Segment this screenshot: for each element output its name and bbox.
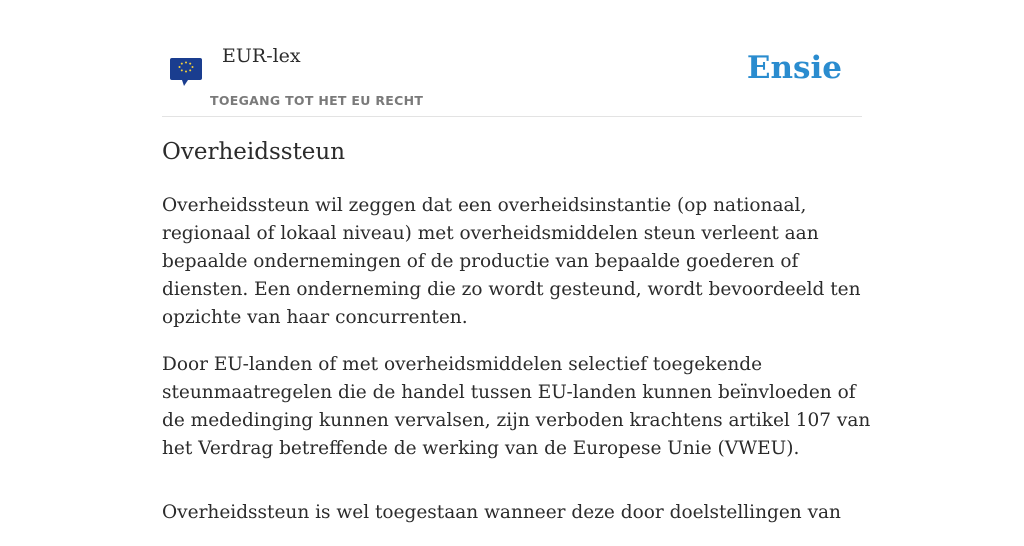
paragraph: Overheidssteun wil zeggen dat een overheidsinstantie (op nationaal, regionaal of lokaal niveau) met overheidsmiddelen steun verleent aan bepaalde ondernemingen of de productie van bepaalde goederen of diensten. Een onderneming die zo wordt gesteund, wordt bevoordeeld ten opzichte van haar concurrenten. xyxy=(162,195,861,328)
ensie-logo[interactable]: Ensie xyxy=(746,50,842,86)
source-subtitle: TOEGANG TOT HET EU RECHT xyxy=(210,93,424,108)
article-title: Overheidssteun xyxy=(162,139,346,165)
eu-flag-logo-icon[interactable] xyxy=(168,55,204,89)
source-title[interactable]: EUR-lex xyxy=(222,45,301,67)
paragraph: Door EU-landen of met overheidsmiddelen selectief toegekende steunmaatregelen die de handel tussen EU-landen kunnen beïnvloeden of de mededinging kunnen vervalsen, zijn verboden krachtens artikel 107 van het Verdrag betreffende de werking van de Europese Unie (VWEU). xyxy=(162,354,871,459)
article-body xyxy=(162,192,872,546)
paragraph: Overheidssteun is wel toegestaan wanneer deze door doelstellingen van xyxy=(162,502,841,523)
site-header xyxy=(162,0,862,117)
